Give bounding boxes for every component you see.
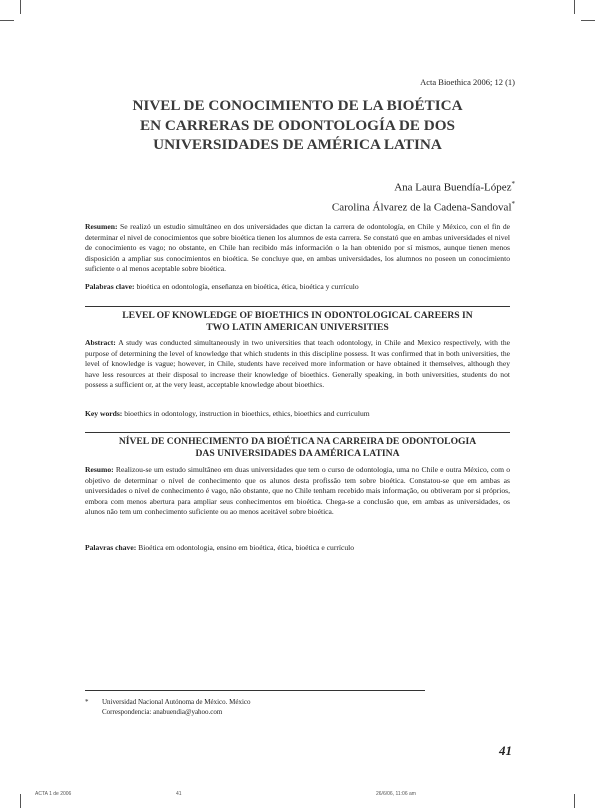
abstract-pt-label: Resumo: xyxy=(85,465,114,474)
title-line: NIVEL DE CONOCIMIENTO DE LA BIOÉTICA xyxy=(132,97,463,114)
keywords-pt-text: Bioética em odontologia, ensino em bioética, ética, bioética e currículo xyxy=(138,543,355,552)
page-number: 41 xyxy=(499,743,512,758)
crop-mark-bottom-right-v xyxy=(574,794,575,808)
abstract-es-label: Resumen: xyxy=(85,222,118,231)
journal-reference: Acta Bioethica 2006; 12 (1) xyxy=(420,77,515,87)
author xyxy=(332,196,515,216)
keywords-es-label: Palabras clave: xyxy=(85,282,135,291)
footnote xyxy=(85,697,251,717)
section-divider-en xyxy=(85,306,510,307)
crop-mark-top-left-v xyxy=(20,0,21,14)
abstract-en-text: A study was conducted simultaneously in two universities that teach odontology, in Chile and Mexico respectively, with the purpose of determining the level of knowledge that which students in this discipline possess. It was confirmed that in both universities, the level of knowledge is vague; however, in Chile, students have received more information or have obtained it themselves, although they have less resources at their disposal to increase their knowledge of bioethics. Generally speaking, in both universities, students do not possess a sufficient or, at the very least, acceptable knowledge about bioethics. xyxy=(85,338,511,389)
crop-mark-top-right-v xyxy=(574,0,575,14)
section-title-line: NÍVEL DE CONHECIMENTO DA BIOÉTICA NA CARREIRA DE ODONTOLOGIA xyxy=(118,436,477,447)
authors-block xyxy=(332,176,515,215)
abstract-pt xyxy=(85,465,510,518)
keywords-es-text: bioética en odontología, enseñanza en bioética, ética, bioética y currículo xyxy=(136,282,359,291)
footnote-rule xyxy=(85,690,425,691)
section-title-line: DAS UNIVERSIDADES DA AMÉRICA LATINA xyxy=(195,447,400,459)
section-divider-pt xyxy=(85,432,510,433)
author-name: Carolina Álvarez de la Cadena-Sandoval xyxy=(331,201,512,214)
footnote-affiliation: Universidad Nacional Autónoma de México. México xyxy=(102,698,251,706)
author xyxy=(332,176,515,196)
title-line: EN CARRERAS DE ODONTOLOGÍA DE DOS xyxy=(140,116,455,134)
section-title-line: TWO LATIN AMERICAN UNIVERSITIES xyxy=(206,321,389,333)
keywords-pt xyxy=(85,543,510,554)
footnote-mark: * xyxy=(85,698,89,706)
keywords-en-text: bioethics in odontology, instruction in bioethics, ethics, bioethics and curriculum xyxy=(124,409,370,418)
keywords-es xyxy=(85,282,510,293)
title-line: UNIVERSIDADES DE AMÉRICA LATINA xyxy=(153,136,442,153)
crop-mark-top-left-h xyxy=(0,20,14,21)
keywords-en-label: Key words: xyxy=(85,409,123,418)
crop-mark-bottom-left-v xyxy=(20,794,21,808)
author-footnote-mark: * xyxy=(511,180,515,188)
abstract-pt-text: Realizou-se um estudo simultâneo em duas universidades que tem o curso de odontologia, uma no Chile e outra México, com o objetivo de determinar o nível de conhecimento que os alunos desta profissão tem sobre bioética. Constatou-se que em ambas as universidades o nível de conhecimento é vago, não obstante, que no Chile tenham recebido mais informação, ou obtiveram por si próprios, embora com menos abertura para ampliar seus conhecimentos em bioética. Chega-se a conclusão que, em ambas as universidades, os alunos não tem um conhecimento suficiente ou ao menos aceitável sobre bioética. xyxy=(85,465,510,516)
slug-datetime: 26/6/06, 11:06 am xyxy=(376,791,416,797)
slug-file: ACTA 1 de 2006 xyxy=(35,791,72,797)
crop-mark-top-right-h xyxy=(581,20,595,21)
article-title xyxy=(60,96,535,155)
section-title-pt xyxy=(85,436,510,459)
abstract-en-label: Abstract: xyxy=(85,338,116,347)
abstract-en xyxy=(85,338,510,391)
slug-page: 41 xyxy=(176,791,182,797)
keywords-en xyxy=(85,409,510,420)
abstract-es-text: Se realizó un estudio simultáneo en dos universidades que dictan la carrera de odontología, en Chile y México, con el fin de determinar el nivel de conocimientos que sobre bioética tienen los alumnos de esta carrera. Se constató que en ambas universidades el nivel de conocimiento es vago; no obstante, en Chile han recibido más información o la han obtenido por sí mismos, aunque tienen menos disposición a ampliar sus conocimientos en bioética. Se concluye que, en ambas universidades, los alumnos no poseen un conocimiento suficiente o al menos aceptable sobre bioética. xyxy=(85,222,510,273)
footnote-correspondence: Correspondencia: anabuendia@yahoo.com xyxy=(102,708,223,716)
keywords-pt-label: Palavras chave: xyxy=(85,543,137,552)
author-name: Ana Laura Buendía-López xyxy=(394,181,512,194)
section-title-en xyxy=(85,310,510,333)
author-footnote-mark: * xyxy=(511,199,515,208)
section-title-line: LEVEL OF KNOWLEDGE OF BIOETHICS IN ODONTOLOGICAL CAREERS IN xyxy=(122,310,473,321)
abstract-es xyxy=(85,222,510,275)
